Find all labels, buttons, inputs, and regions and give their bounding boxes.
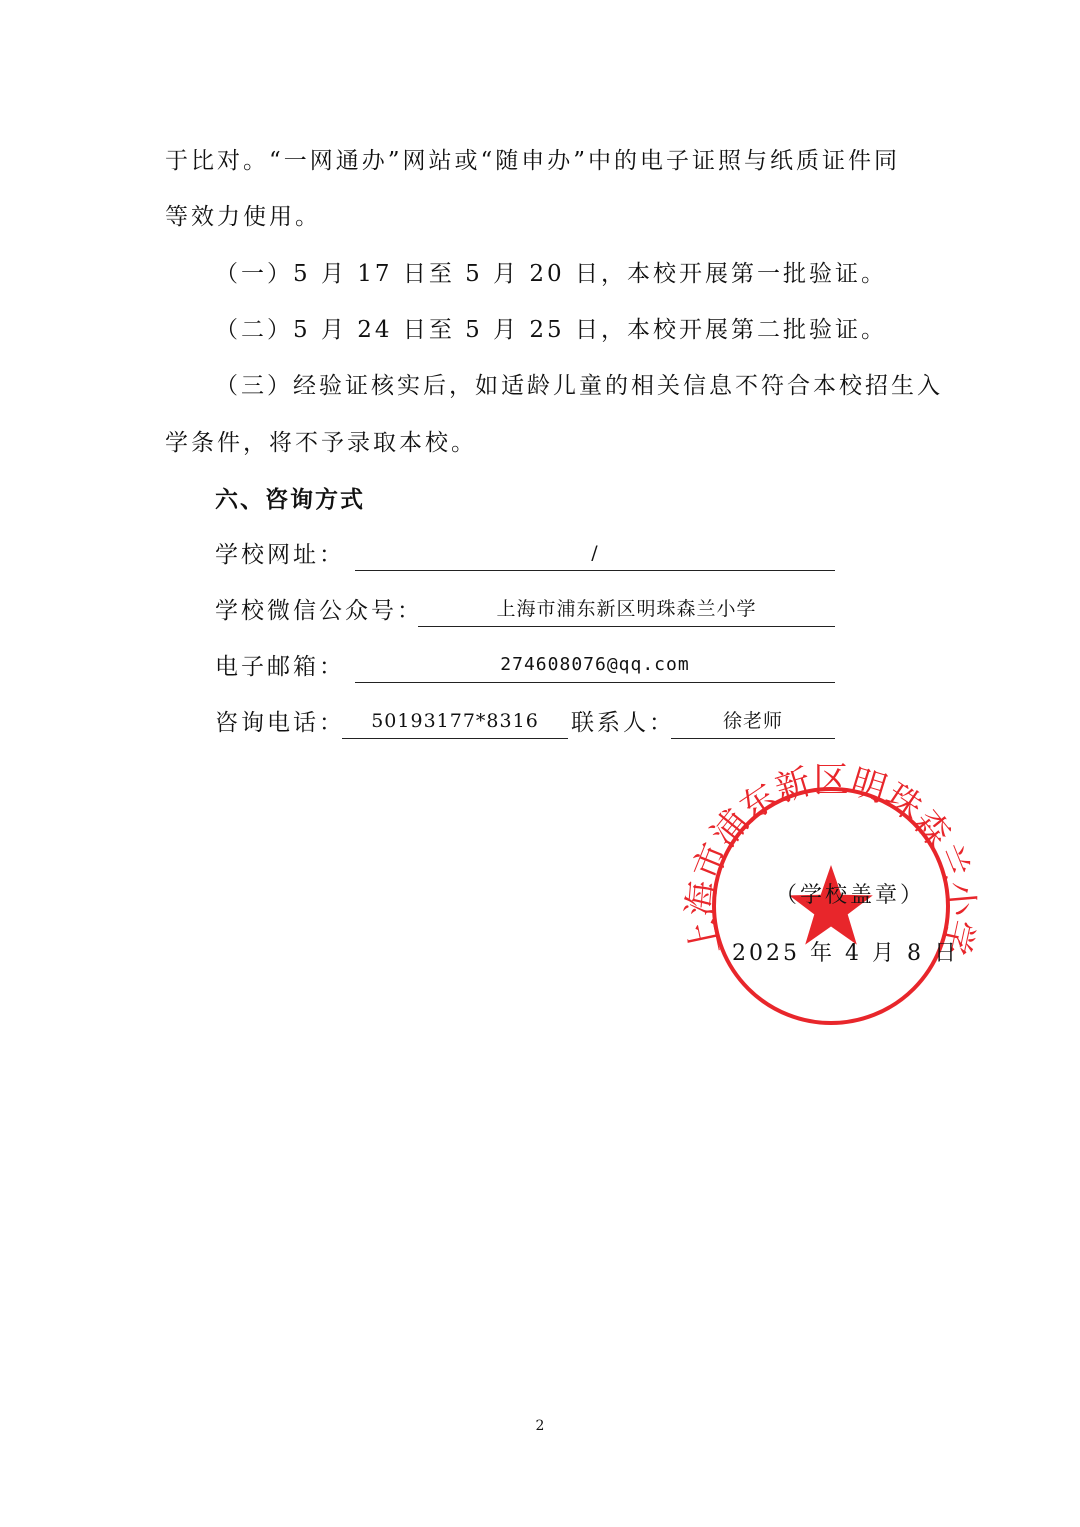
wechat-label: 学校微信公众号： <box>215 598 423 624</box>
website-label: 学校网址： <box>215 542 345 568</box>
stamp-caption: （学校盖章） <box>775 883 926 908</box>
website-value: / <box>355 540 835 571</box>
contact-label: 联系人： <box>571 710 675 736</box>
page-number: 2 <box>535 1418 545 1434</box>
paragraph-line: 学条件，将不予录取本校。 <box>165 430 477 456</box>
phone-label: 咨询电话： <box>215 710 345 736</box>
paragraph-line: 于比对。“一网通办”网站或“随申办”中的电子证照与纸质证件同 <box>165 148 901 174</box>
phone-value: 50193177*8316 <box>342 708 568 739</box>
list-item: （一）5 月 17 日至 5 月 20 日，本校开展第一批验证。 <box>215 261 887 287</box>
email-value: 274608076@qq.com <box>355 652 835 683</box>
section-heading: 六、咨询方式 <box>215 487 365 513</box>
seal-text: 上海市浦东新区明珠森兰小学 <box>681 760 981 959</box>
contact-value: 徐老师 <box>671 708 835 739</box>
email-label: 电子邮箱： <box>215 654 345 680</box>
stamp-date: 2025 年 4 月 8 日 <box>732 941 959 966</box>
paragraph-line: 等效力使用。 <box>165 204 321 230</box>
wechat-value: 上海市浦东新区明珠森兰小学 <box>418 596 835 627</box>
list-item: （三）经验证核实后，如适龄儿童的相关信息不符合本校招生入 <box>215 373 943 399</box>
list-item: （二）5 月 24 日至 5 月 25 日，本校开展第二批验证。 <box>215 317 887 343</box>
